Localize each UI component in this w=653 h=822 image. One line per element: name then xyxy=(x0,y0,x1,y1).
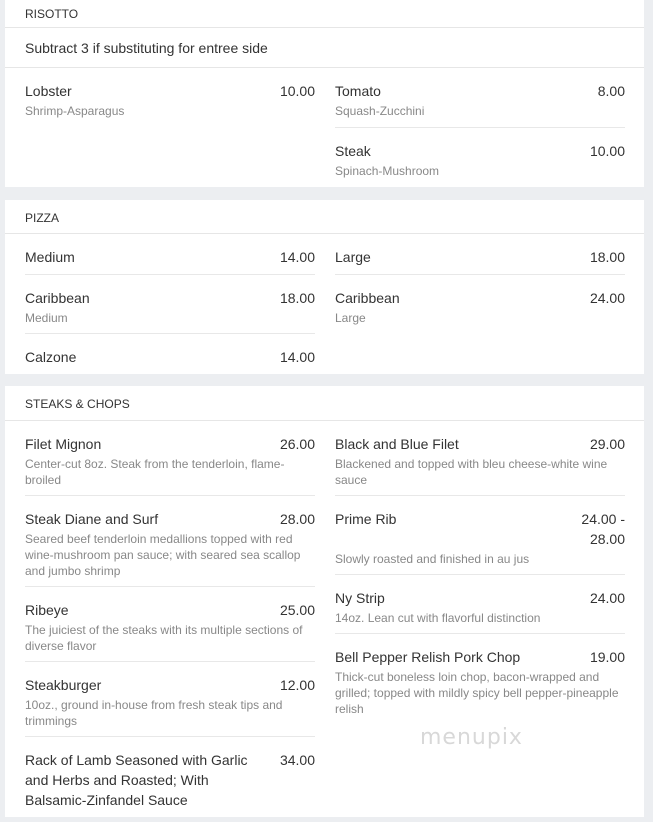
item-price: 14.00 xyxy=(279,249,315,265)
item-description: 14oz. Lean cut with flavorful distinction xyxy=(335,611,541,625)
item-name: Steakburger xyxy=(25,677,102,693)
risotto-right-column xyxy=(335,68,625,186)
item-name: Black and Blue Filet xyxy=(335,436,459,452)
risotto-left-column xyxy=(25,68,315,128)
menu-item xyxy=(25,737,315,815)
item-price: 12.00 xyxy=(279,677,315,693)
section-note: Subtract 3 if substituting for entree side xyxy=(5,28,644,68)
item-description: Thick-cut boneless loin chop, bacon-wrapped and grilled; topped with mildly spicy bell pepper-pineapple relish xyxy=(335,670,619,716)
menupix-watermark: menupix xyxy=(420,725,523,750)
pizza-right-column xyxy=(335,234,625,334)
menu-item xyxy=(335,421,625,496)
item-price: 28.00 xyxy=(279,511,315,527)
menu-item xyxy=(25,68,315,128)
item-price: 18.00 xyxy=(589,249,625,265)
item-description: Medium xyxy=(25,311,68,325)
menu-item xyxy=(25,421,315,496)
menu-item xyxy=(25,496,315,587)
item-name: Calzone xyxy=(25,349,77,365)
menu-item xyxy=(335,234,625,275)
item-name: Medium xyxy=(25,249,75,265)
section-title: RISOTTO xyxy=(5,0,644,28)
item-name: Caribbean xyxy=(335,290,400,306)
menu-item xyxy=(335,575,625,634)
item-description: Seared beef tenderloin medallions topped with red wine-mushroom pan sauce; with seared sea scallop and jumbo shrimp xyxy=(25,532,301,578)
section-title: PIZZA xyxy=(5,200,644,234)
item-name: Tomato xyxy=(335,83,381,99)
item-price: 26.00 xyxy=(279,436,315,452)
menu-item xyxy=(335,128,625,186)
item-name: Steak Diane and Surf xyxy=(25,511,159,527)
item-description: Large xyxy=(335,311,366,325)
item-description: 10oz., ground in-house from fresh steak tips and trimmings xyxy=(25,698,283,728)
item-price: 10.00 xyxy=(279,83,315,99)
item-name: Filet Mignon xyxy=(25,436,102,452)
item-name: Rack of Lamb Seasoned with Garlic and Herbs and Roasted; With Balsamic-Zinfandel Sauce xyxy=(25,752,248,808)
pizza-left-column xyxy=(25,234,315,374)
item-price: 10.00 xyxy=(589,143,625,159)
item-price: 29.00 xyxy=(589,436,625,452)
item-description: Center-cut 8oz. Steak from the tenderloin, flame-broiled xyxy=(25,457,285,487)
pizza-section xyxy=(5,200,644,374)
item-name: Lobster xyxy=(25,83,72,99)
item-description: Slowly roasted and finished in au jus xyxy=(335,552,530,566)
item-price: 34.00 xyxy=(279,752,315,768)
item-name: Caribbean xyxy=(25,290,90,306)
steaks-left-column xyxy=(25,421,315,815)
item-description: Spinach-Mushroom xyxy=(335,164,440,178)
risotto-section xyxy=(5,0,644,187)
item-price: 24.00 xyxy=(589,590,625,606)
steaks-section xyxy=(5,386,644,817)
item-price: 8.00 xyxy=(597,83,625,99)
item-name: Ribeye xyxy=(25,602,69,618)
menu-item xyxy=(25,275,315,334)
menu-item xyxy=(335,496,625,575)
item-price: 25.00 xyxy=(279,602,315,618)
menu-item xyxy=(25,234,315,275)
item-price: 24.00 - 28.00 xyxy=(581,511,625,547)
item-description: Shrimp-Asparagus xyxy=(25,104,125,118)
section-title: STEAKS & CHOPS xyxy=(5,386,644,421)
item-price: 18.00 xyxy=(279,290,315,306)
item-price: 19.00 xyxy=(589,649,625,665)
menu-item xyxy=(335,634,625,725)
item-name: Bell Pepper Relish Pork Chop xyxy=(335,649,521,665)
item-description: Squash-Zucchini xyxy=(335,104,425,118)
steaks-right-column xyxy=(335,421,625,725)
item-description: Blackened and topped with bleu cheese-white wine sauce xyxy=(335,457,608,487)
menu-item xyxy=(25,587,315,662)
menu-item xyxy=(335,68,625,128)
item-description: The juiciest of the steaks with its multiple sections of diverse flavor xyxy=(25,623,303,653)
item-name: Ny Strip xyxy=(335,590,385,606)
item-price: 24.00 xyxy=(589,290,625,306)
item-price: 14.00 xyxy=(279,349,315,365)
menu-item xyxy=(25,662,315,737)
menu-item xyxy=(335,275,625,334)
item-name: Steak xyxy=(335,143,371,159)
menu-item xyxy=(25,334,315,374)
item-name: Large xyxy=(335,249,371,265)
item-name: Prime Rib xyxy=(335,511,397,527)
